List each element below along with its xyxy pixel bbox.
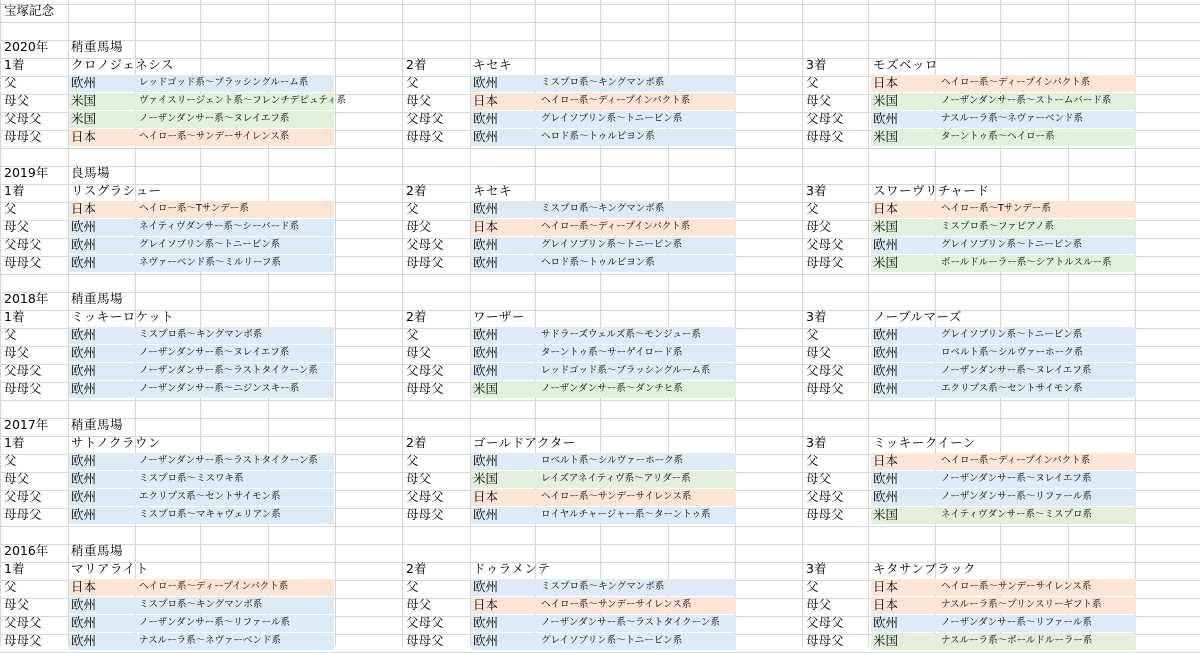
- pedigree-label[interactable]: 母父: [4, 471, 30, 486]
- placing-rank[interactable]: 1着: [4, 57, 25, 72]
- sire-region[interactable]: 米国: [873, 255, 899, 270]
- sire-line[interactable]: ノーザンダンサー系～リファール系: [941, 491, 1092, 502]
- sire-line[interactable]: グレイソブリン系～トニービン系: [941, 239, 1083, 250]
- year-header-row: [0, 542, 1200, 560]
- race-year[interactable]: 2017年: [4, 417, 49, 432]
- title-row: [0, 2, 1200, 20]
- sire-line[interactable]: ノーザンダンサー系～リファール系: [139, 617, 290, 628]
- pedigree-row: [0, 596, 1200, 614]
- pedigree-row: [0, 218, 1200, 236]
- sire-line[interactable]: ロイヤルチャージャー系～ターントゥ系: [541, 509, 711, 520]
- pedigree-label[interactable]: 母母父: [806, 255, 844, 270]
- sire-line[interactable]: ノーザンダンサー系～ニジンスキー系: [139, 383, 300, 394]
- sire-line[interactable]: ロベルト系～シルヴァーホーク系: [541, 455, 684, 466]
- sire-line[interactable]: ナスルーラ系～ネヴァーベンド系: [941, 113, 1084, 124]
- sire-line[interactable]: ノーザンダンサー系～ストームバード系: [941, 95, 1112, 106]
- sire-region[interactable]: 米国: [873, 219, 899, 234]
- pedigree-label[interactable]: 母母父: [406, 633, 444, 648]
- sire-region[interactable]: 欧州: [71, 381, 97, 396]
- sire-line[interactable]: ヘイロー系～ディープインパクト系: [139, 581, 289, 592]
- sire-region[interactable]: 日本: [473, 597, 499, 612]
- sire-region[interactable]: 欧州: [473, 201, 499, 216]
- sire-region[interactable]: 日本: [473, 489, 499, 504]
- pedigree-label[interactable]: 母母父: [4, 129, 42, 144]
- pedigree-row: [0, 380, 1200, 398]
- sire-line[interactable]: ヴァイスリージェント系～フレンチデピュティ系: [139, 95, 347, 106]
- sire-region[interactable]: 欧州: [473, 633, 499, 648]
- sire-line[interactable]: ミスプロ系～ミスワキ系: [139, 473, 244, 484]
- placing-rank[interactable]: 3着: [806, 309, 827, 324]
- sire-line[interactable]: グレイソブリン系～トニービン系: [541, 635, 683, 646]
- sire-region[interactable]: 米国: [473, 381, 499, 396]
- pedigree-label[interactable]: 父: [4, 75, 17, 90]
- sire-region[interactable]: 欧州: [473, 363, 499, 378]
- sire-line[interactable]: ヘロド系～トゥルビヨン系: [541, 257, 655, 268]
- pedigree-label[interactable]: 父: [406, 201, 419, 216]
- track-condition[interactable]: 稍重馬場: [71, 39, 124, 54]
- pedigree-label[interactable]: 父: [4, 201, 17, 216]
- sire-region[interactable]: 欧州: [873, 489, 899, 504]
- sire-region[interactable]: 欧州: [473, 507, 499, 522]
- pedigree-label[interactable]: 母母父: [406, 507, 444, 522]
- pedigree-label[interactable]: 母父: [406, 93, 432, 108]
- pedigree-label[interactable]: 母母父: [4, 633, 42, 648]
- grid-row-line: [0, 526, 1200, 527]
- sire-region[interactable]: 日本: [873, 453, 899, 468]
- sire-line[interactable]: ミスプロ系～キングマンボ系: [139, 599, 263, 610]
- pedigree-label[interactable]: 母父: [806, 345, 832, 360]
- sire-line[interactable]: ノーザンダンサー系～ヌレイエフ系: [139, 347, 290, 358]
- sire-region[interactable]: 欧州: [71, 75, 97, 90]
- race-year[interactable]: 2019年: [4, 165, 49, 180]
- pedigree-label[interactable]: 父: [806, 327, 819, 342]
- sire-line[interactable]: ノーザンダンサー系～リファール系: [941, 617, 1092, 628]
- sire-line[interactable]: ヘイロー系～サンデーサイレンス系: [541, 491, 692, 502]
- pedigree-row: [0, 614, 1200, 632]
- pedigree-label[interactable]: 父: [806, 579, 819, 594]
- pedigree-label[interactable]: 母母父: [406, 255, 444, 270]
- pedigree-label[interactable]: 父母父: [806, 111, 844, 126]
- track-condition[interactable]: 稍重馬場: [71, 417, 124, 432]
- pedigree-label[interactable]: 父母父: [806, 237, 844, 252]
- sire-region[interactable]: 欧州: [473, 237, 499, 252]
- pedigree-label[interactable]: 母父: [806, 471, 832, 486]
- placing-header-row: [0, 56, 1200, 74]
- sire-line[interactable]: ヘイロー系～Tサンデー系: [139, 203, 249, 214]
- sire-line[interactable]: ヘイロー系～ディープインパクト系: [541, 221, 691, 232]
- pedigree-label[interactable]: 父: [406, 75, 419, 90]
- sire-line[interactable]: ノーザンダンサー系～ラストタイクーン系: [139, 365, 318, 376]
- horse-name[interactable]: キセキ: [473, 57, 513, 72]
- placing-rank[interactable]: 1着: [4, 435, 25, 450]
- placing-rank[interactable]: 2着: [406, 309, 427, 324]
- sire-region[interactable]: 欧州: [71, 219, 97, 234]
- sire-line[interactable]: ノーザンダンサー系～ラストタイクーン系: [541, 617, 720, 628]
- race-year[interactable]: 2018年: [4, 291, 49, 306]
- pedigree-label[interactable]: 父母父: [406, 489, 444, 504]
- sire-region[interactable]: 欧州: [873, 237, 899, 252]
- pedigree-label[interactable]: 父: [806, 453, 819, 468]
- sire-region[interactable]: 日本: [71, 129, 97, 144]
- horse-name[interactable]: キセキ: [473, 183, 513, 198]
- sire-region[interactable]: 米国: [873, 93, 899, 108]
- pedigree-row: [0, 236, 1200, 254]
- placing-rank[interactable]: 3着: [806, 183, 827, 198]
- sire-line[interactable]: ネイティヴダンサー系～シーバード系: [139, 221, 300, 232]
- pedigree-label[interactable]: 父母父: [806, 363, 844, 378]
- sire-region[interactable]: 欧州: [71, 327, 97, 342]
- horse-name[interactable]: リスグラシュー: [71, 183, 162, 198]
- sire-line[interactable]: ノーザンダンサー系～ヌレイエフ系: [941, 473, 1092, 484]
- pedigree-label[interactable]: 父: [806, 75, 819, 90]
- pedigree-label[interactable]: 父母父: [406, 363, 444, 378]
- sire-line[interactable]: ロベルト系～シルヴァーホーク系: [941, 347, 1084, 358]
- placing-rank[interactable]: 3着: [806, 435, 827, 450]
- grid-row-line: [0, 22, 1200, 23]
- pedigree-label[interactable]: 父: [406, 453, 419, 468]
- sire-region[interactable]: 米国: [71, 93, 97, 108]
- sire-line[interactable]: ヘロド系～トゥルビヨン系: [541, 131, 655, 142]
- sire-line[interactable]: ヘイロー系～サンデーサイレンス系: [139, 131, 290, 142]
- sire-line[interactable]: ミスプロ系～キングマンボ系: [541, 581, 665, 592]
- pedigree-label[interactable]: 父母父: [4, 237, 42, 252]
- sire-region[interactable]: 欧州: [71, 363, 97, 378]
- sire-line[interactable]: グレイソブリン系～トニービン系: [541, 239, 683, 250]
- horse-name[interactable]: ドゥラメンテ: [473, 561, 551, 576]
- pedigree-label[interactable]: 母父: [406, 597, 432, 612]
- horse-name[interactable]: マリアライト: [71, 561, 149, 576]
- pedigree-label[interactable]: 父: [4, 453, 17, 468]
- horse-name[interactable]: モズベッロ: [873, 57, 939, 72]
- horse-name[interactable]: ゴールドアクター: [473, 435, 576, 450]
- sire-region[interactable]: 欧州: [873, 327, 899, 342]
- sire-line[interactable]: ネヴァーベンド系～ミルリーフ系: [139, 257, 281, 268]
- placing-rank[interactable]: 2着: [406, 561, 427, 576]
- sheet-title[interactable]: 宝塚記念: [4, 3, 55, 18]
- sire-region[interactable]: 欧州: [473, 327, 499, 342]
- pedigree-row: [0, 254, 1200, 272]
- pedigree-row: [0, 200, 1200, 218]
- sire-region[interactable]: 欧州: [873, 345, 899, 360]
- pedigree-label[interactable]: 母母父: [406, 129, 444, 144]
- pedigree-label[interactable]: 母父: [4, 93, 30, 108]
- horse-name[interactable]: ミッキークイーン: [873, 435, 976, 450]
- placing-header-row: [0, 434, 1200, 452]
- sire-region[interactable]: 欧州: [873, 615, 899, 630]
- track-condition[interactable]: 稍重馬場: [71, 291, 124, 306]
- pedigree-label[interactable]: 母母父: [406, 381, 444, 396]
- race-year[interactable]: 2020年: [4, 39, 49, 54]
- race-year[interactable]: 2016年: [4, 543, 49, 558]
- pedigree-label[interactable]: 父: [406, 327, 419, 342]
- sire-region[interactable]: 欧州: [473, 255, 499, 270]
- pedigree-label[interactable]: 母母父: [806, 633, 844, 648]
- pedigree-label[interactable]: 父母父: [4, 489, 42, 504]
- sire-line[interactable]: ターントゥ系～ヘイロー系: [941, 131, 1055, 142]
- pedigree-label[interactable]: 父: [4, 327, 17, 342]
- pedigree-label[interactable]: 父母父: [4, 111, 42, 126]
- sire-line[interactable]: ネイティヴダンサー系～ミスプロ系: [941, 509, 1093, 520]
- sire-region[interactable]: 欧州: [473, 615, 499, 630]
- pedigree-label[interactable]: 父母父: [806, 489, 844, 504]
- sire-region[interactable]: 欧州: [473, 345, 499, 360]
- placing-rank[interactable]: 2着: [406, 435, 427, 450]
- sire-region[interactable]: 米国: [71, 111, 97, 126]
- pedigree-row: [0, 632, 1200, 650]
- pedigree-label[interactable]: 父: [806, 201, 819, 216]
- pedigree-label[interactable]: 父母父: [406, 615, 444, 630]
- year-header-row: [0, 416, 1200, 434]
- sire-region[interactable]: 欧州: [473, 453, 499, 468]
- year-header-row: [0, 290, 1200, 308]
- sire-line[interactable]: エクリプス系～セントサイモン系: [941, 383, 1083, 394]
- pedigree-label[interactable]: 母父: [4, 345, 30, 360]
- sire-line[interactable]: ミスプロ系～マキャヴェリアン系: [139, 509, 281, 520]
- sire-line[interactable]: グレイソブリン系～トニービン系: [941, 329, 1083, 340]
- track-condition[interactable]: 良馬場: [71, 165, 111, 180]
- sire-region[interactable]: 欧州: [873, 363, 899, 378]
- sire-region[interactable]: 米国: [473, 471, 499, 486]
- sire-line[interactable]: サドラーズウェルズ系～モンジュー系: [541, 329, 701, 340]
- pedigree-label[interactable]: 父母父: [406, 237, 444, 252]
- sire-line[interactable]: ミスプロ系～キングマンボ系: [541, 203, 665, 214]
- year-header-row: [0, 164, 1200, 182]
- placing-rank[interactable]: 2着: [406, 183, 427, 198]
- sire-line[interactable]: ターントゥ系～サーゲイロード系: [541, 347, 683, 358]
- sire-region[interactable]: 欧州: [71, 453, 97, 468]
- sire-line[interactable]: エクリプス系～セントサイモン系: [139, 491, 281, 502]
- pedigree-label[interactable]: 父母父: [806, 615, 844, 630]
- horse-name[interactable]: ノーブルマーズ: [873, 309, 962, 324]
- sire-region[interactable]: 欧州: [873, 471, 899, 486]
- pedigree-label[interactable]: 母父: [4, 597, 30, 612]
- sire-line[interactable]: ヘイロー系～Tサンデー系: [941, 203, 1051, 214]
- sire-line[interactable]: ノーザンダンサー系～ダンチヒ系: [541, 383, 683, 394]
- sire-region[interactable]: 日本: [873, 75, 899, 90]
- placing-rank[interactable]: 1着: [4, 183, 25, 198]
- pedigree-label[interactable]: 母母父: [4, 381, 42, 396]
- horse-name[interactable]: スワーヴリチャード: [873, 183, 990, 198]
- sire-region[interactable]: 米国: [873, 633, 899, 648]
- track-condition[interactable]: 稍重馬場: [71, 543, 124, 558]
- pedigree-row: [0, 110, 1200, 128]
- sire-line[interactable]: ナスルーラ系～ボールドルーラー系: [941, 635, 1093, 646]
- placing-rank[interactable]: 1着: [4, 309, 25, 324]
- horse-name[interactable]: クロノジェネシス: [71, 57, 174, 72]
- pedigree-label[interactable]: 母母父: [806, 507, 844, 522]
- sire-line[interactable]: グレイソブリン系～トニービン系: [139, 239, 281, 250]
- sire-line[interactable]: ヘイロー系～ディープインパクト系: [941, 77, 1091, 88]
- pedigree-label[interactable]: 母父: [406, 219, 432, 234]
- sire-region[interactable]: 日本: [873, 201, 899, 216]
- placing-rank[interactable]: 3着: [806, 561, 827, 576]
- sire-region[interactable]: 欧州: [71, 237, 97, 252]
- placing-header-row: [0, 182, 1200, 200]
- placing-rank[interactable]: 1着: [4, 561, 25, 576]
- sire-region[interactable]: 日本: [71, 579, 97, 594]
- horse-name[interactable]: サトノクラウン: [71, 435, 161, 450]
- sire-line[interactable]: ノーザンダンサー系～ラストタイクーン系: [139, 455, 318, 466]
- horse-name[interactable]: ワーザー: [473, 309, 526, 324]
- pedigree-row: [0, 362, 1200, 380]
- pedigree-row: [0, 128, 1200, 146]
- sire-line[interactable]: レッドゴッド系～ブラッシングルーム系: [541, 365, 711, 376]
- sire-region[interactable]: 欧州: [873, 111, 899, 126]
- horse-name[interactable]: キタサンブラック: [873, 561, 977, 576]
- pedigree-label[interactable]: 母母父: [806, 129, 844, 144]
- sire-region[interactable]: 米国: [873, 129, 899, 144]
- pedigree-label[interactable]: 父母父: [406, 111, 444, 126]
- sire-line[interactable]: ヘイロー系～サンデーサイレンス系: [541, 599, 692, 610]
- pedigree-label[interactable]: 父母父: [4, 363, 42, 378]
- sire-line[interactable]: レイズアネイティヴ系～アリダー系: [541, 473, 691, 484]
- sire-line[interactable]: ボールドルーラー系～シアトルスルー系: [941, 257, 1112, 268]
- sire-region[interactable]: 欧州: [473, 111, 499, 126]
- pedigree-label[interactable]: 父: [4, 579, 17, 594]
- pedigree-row: [0, 92, 1200, 110]
- sire-region[interactable]: 欧州: [71, 597, 97, 612]
- sire-line[interactable]: ヘイロー系～ディープインパクト系: [541, 95, 691, 106]
- pedigree-label[interactable]: 母母父: [4, 255, 42, 270]
- sire-line[interactable]: ナスルーラ系～プリンスリーギフト系: [941, 599, 1102, 610]
- pedigree-label[interactable]: 父: [406, 579, 419, 594]
- pedigree-label[interactable]: 母父: [806, 93, 832, 108]
- sire-region[interactable]: 日本: [873, 597, 899, 612]
- sire-region[interactable]: 欧州: [71, 489, 97, 504]
- sire-region[interactable]: 欧州: [71, 345, 97, 360]
- placing-rank[interactable]: 3着: [806, 57, 827, 72]
- pedigree-label[interactable]: 母父: [406, 345, 432, 360]
- sire-line[interactable]: ミスプロ系～キングマンボ系: [139, 329, 263, 340]
- pedigree-row: [0, 470, 1200, 488]
- sire-line[interactable]: ノーザンダンサー系～ヌレイエフ系: [941, 365, 1092, 376]
- placing-header-row: [0, 308, 1200, 326]
- sire-region[interactable]: 日本: [873, 579, 899, 594]
- sire-region[interactable]: 欧州: [71, 471, 97, 486]
- pedigree-row: [0, 578, 1200, 596]
- sire-region[interactable]: 日本: [473, 93, 499, 108]
- pedigree-label[interactable]: 母母父: [4, 507, 42, 522]
- grid-row-line: [0, 274, 1200, 275]
- pedigree-label[interactable]: 父母父: [4, 615, 42, 630]
- pedigree-row: [0, 326, 1200, 344]
- sire-line[interactable]: グレイソブリン系～トニービン系: [541, 113, 683, 124]
- sire-line[interactable]: レッドゴッド系～ブラッシングルーム系: [139, 77, 309, 88]
- pedigree-label[interactable]: 母父: [806, 597, 832, 612]
- year-header-row: [0, 38, 1200, 56]
- sire-region[interactable]: 欧州: [71, 255, 97, 270]
- sire-region[interactable]: 日本: [71, 201, 97, 216]
- pedigree-row: [0, 452, 1200, 470]
- sire-line[interactable]: ヘイロー系～サンデーサイレンス系: [941, 581, 1092, 592]
- placing-rank[interactable]: 2着: [406, 57, 427, 72]
- grid-row-line: [0, 400, 1200, 401]
- sire-region[interactable]: 米国: [873, 507, 899, 522]
- sire-region[interactable]: 欧州: [873, 381, 899, 396]
- pedigree-label[interactable]: 母父: [4, 219, 30, 234]
- sire-region[interactable]: 欧州: [71, 633, 97, 648]
- pedigree-label[interactable]: 母父: [806, 219, 832, 234]
- sire-region[interactable]: 欧州: [473, 75, 499, 90]
- sire-region[interactable]: 欧州: [473, 579, 499, 594]
- pedigree-row: [0, 344, 1200, 362]
- pedigree-row: [0, 488, 1200, 506]
- sire-line[interactable]: ミスプロ系～ファピアノ系: [941, 221, 1055, 232]
- horse-name[interactable]: ミッキーロケット: [71, 309, 175, 324]
- sire-line[interactable]: ナスルーラ系～ネヴァーベンド系: [139, 635, 282, 646]
- sire-line[interactable]: ノーザンダンサー系～ヌレイエフ系: [139, 113, 290, 124]
- sire-region[interactable]: 欧州: [473, 129, 499, 144]
- pedigree-label[interactable]: 母母父: [806, 381, 844, 396]
- pedigree-row: [0, 506, 1200, 524]
- sire-line[interactable]: ヘイロー系～ディープインパクト系: [941, 455, 1091, 466]
- pedigree-row: [0, 74, 1200, 92]
- sire-region[interactable]: 欧州: [71, 615, 97, 630]
- grid-row-line: [0, 148, 1200, 149]
- placing-header-row: [0, 560, 1200, 578]
- pedigree-label[interactable]: 母父: [406, 471, 432, 486]
- sire-region[interactable]: 日本: [473, 219, 499, 234]
- sire-region[interactable]: 欧州: [71, 507, 97, 522]
- sire-line[interactable]: ミスプロ系～キングマンボ系: [541, 77, 665, 88]
